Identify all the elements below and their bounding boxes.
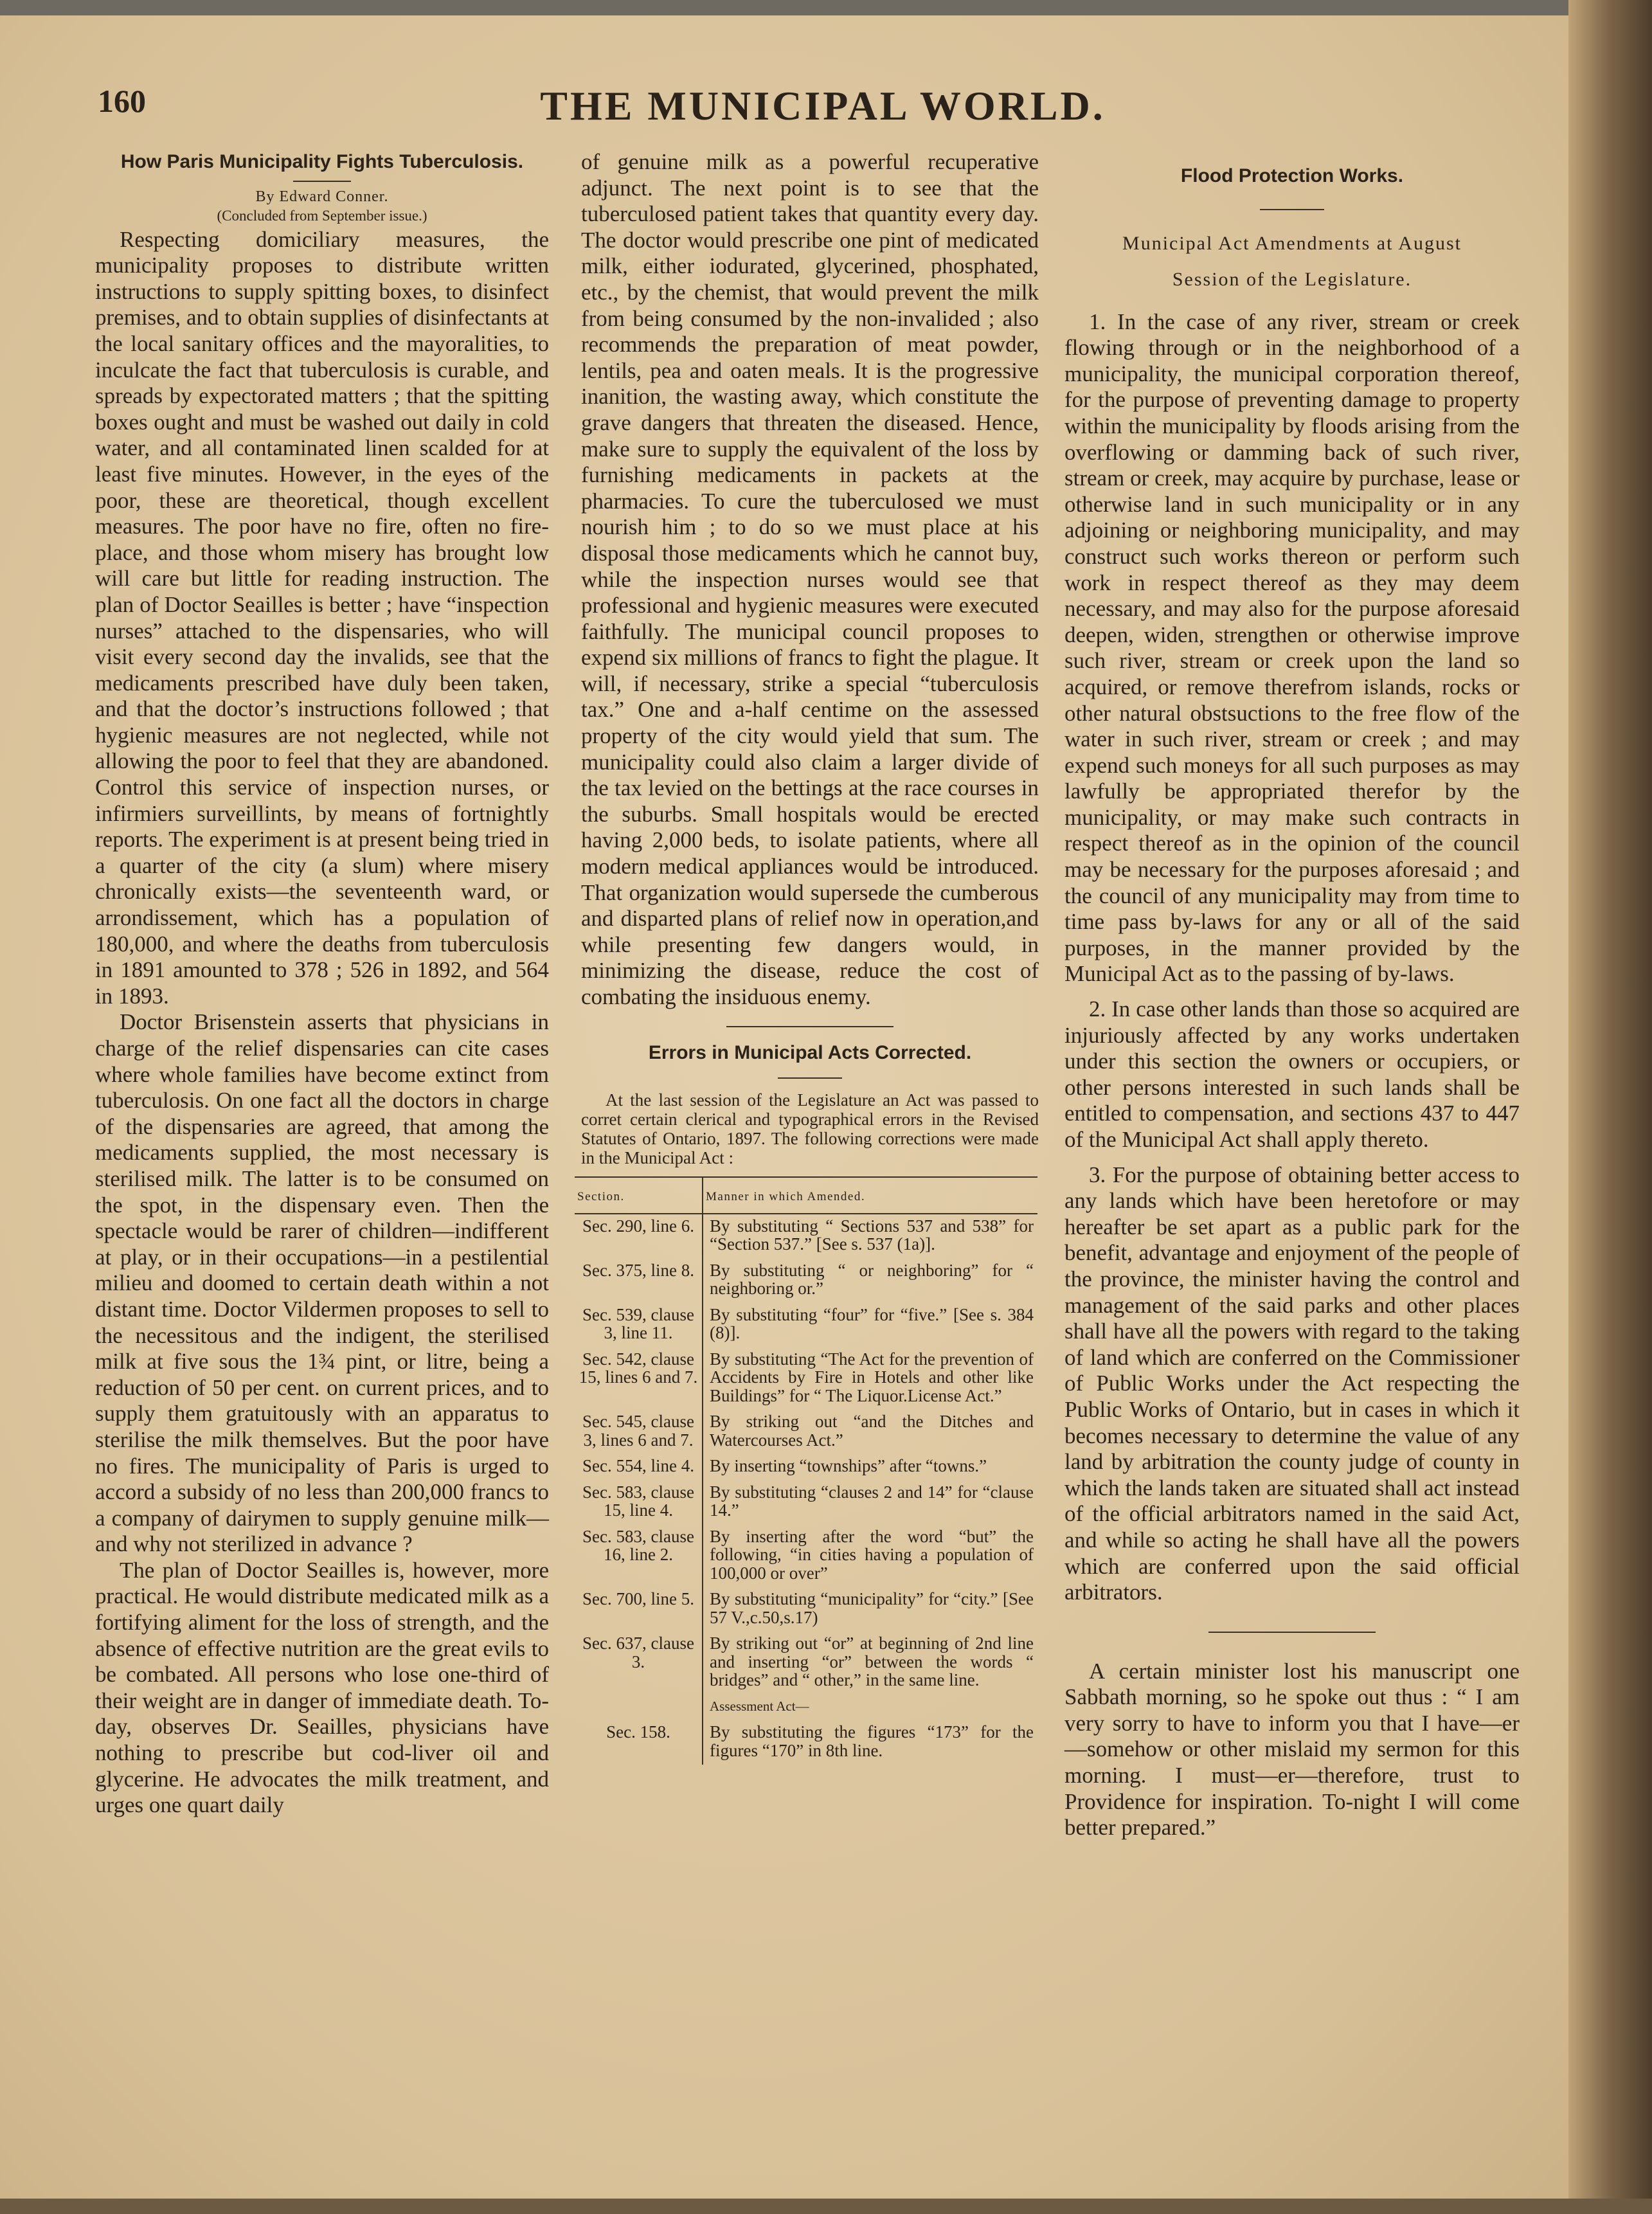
title-rule bbox=[293, 181, 351, 182]
table-header-section: Section. bbox=[575, 1177, 703, 1214]
amendment-cell: By inserting after the word “but” the following, “in cities having a population of 100,000 or over” bbox=[710, 1526, 1034, 1583]
table-row bbox=[575, 1480, 1037, 1525]
section-cell: Sec. 158. bbox=[575, 1720, 703, 1765]
anecdote-paragraph: A certain minister lost his manuscript one Sabbath morning, so he spoke out thus : “ I am very sorry to have to inform you that I have—er—somehow or other mislaid my sermon for this morning. I must—er—therefore, trust to Providence for inspiration. To-night I will come better prepared.” bbox=[1064, 1658, 1520, 1841]
table-row bbox=[575, 1525, 1037, 1588]
article-paragraph: 3. For the purpose of obtaining better access to any lands which have been heretofore or may hereafter be set apart as a public park for the benefit, advantage and enjoyment of the people of the province, the minister having the control and management of the said parks and other places shall have all the powers with regard to the taking of land which are conferred on the Commissioner of Public Works under the Act respecting the Public Works of Ontario, but in cases in which it becomes necessary to determine the value of any land by arbitration the county judge of county in which the lands taken are situated shall act instead of the official arbitrators named in the said Act, and while so acting he shall have all the powers which are conferred upon the said official arbitrators. bbox=[1064, 1162, 1520, 1605]
amendment-cell: By substituting “four” for “five.” [See s. 384 (8)]. bbox=[710, 1304, 1034, 1343]
section-cell: Sec. 554, line 4. bbox=[575, 1454, 703, 1480]
article-byline: By Edward Conner. bbox=[255, 188, 389, 205]
column-2 bbox=[577, 149, 1039, 1765]
section-cell: Sec. 375, line 8. bbox=[575, 1259, 703, 1303]
article-paragraph: 2. In case other lands than those so acquired are injuriously affected by any works undertaken under this section the owners or occupiers, or other persons interested in such lands shall be entitled to compensation, and sections 437 to 447 of the Municipal Act shall apply thereto. bbox=[1064, 996, 1520, 1152]
title-rule bbox=[778, 1077, 842, 1079]
amendment-cell: By substituting the figures “173” for the figures “170” in 8th line. bbox=[710, 1722, 1034, 1760]
table-row bbox=[575, 1214, 1037, 1259]
table-row bbox=[575, 1347, 1037, 1410]
page-number: 160 bbox=[98, 83, 146, 119]
amendment-cell: By striking out “or” at beginning of 2nd line and inserting “or” between the words “ bridges” and “ other,” in the same line. bbox=[710, 1634, 1034, 1690]
section-subtitle-line2: Session of the Legislature. bbox=[1172, 268, 1412, 290]
title-rule bbox=[1260, 209, 1324, 210]
section-cell: Sec. 583, clause 15, line 4. bbox=[575, 1480, 703, 1525]
amendment-cell: By substituting “municipality” for “city.” [See 57 V.,c.50,s.17) bbox=[710, 1589, 1034, 1627]
section-cell: Sec. 545, clause 3, lines 6 and 7. bbox=[575, 1410, 703, 1454]
table-row bbox=[575, 1632, 1037, 1695]
amendment-cell: By substituting “The Act for the prevention of Accidents by Fire in Hotels and other like Buildings” for “ The Liquor.License Act.” bbox=[710, 1349, 1034, 1405]
table-row bbox=[575, 1259, 1037, 1303]
errors-intro: At the last session of the Legislature an Act was passed to corret certain clerical and typographical errors in the Revised Statutes of Ontario, 1897. The following corrections were made in the Municipal Act : bbox=[581, 1090, 1039, 1168]
book-spine bbox=[1568, 0, 1652, 2214]
column-3 bbox=[1064, 149, 1520, 1841]
section-divider bbox=[726, 1026, 893, 1027]
section-divider bbox=[1208, 1632, 1376, 1633]
column-1 bbox=[95, 149, 549, 1819]
article-title-tuberculosis: How Paris Municipality Fights Tuberculosis. bbox=[120, 151, 524, 172]
article-title-flood: Flood Protection Works. bbox=[1180, 165, 1404, 186]
table-row bbox=[575, 1720, 1037, 1765]
article-paragraph: The plan of Doctor Seailles is, however, more practical. He would distribute medicated milk as a fortifying aliment for the loss of strength, and the absence of effective nutrition are the great evils to be combated. All persons who lose one-third of their weight are in danger of immediate death. To-day, observes Dr. Seailles, physicians have nothing to prescribe but cod-liver oil and glycerine. He advocates the milk treatment, and urges one quart daily bbox=[95, 1557, 549, 1818]
amendment-cell: By substituting “ or neighboring” for “ neighboring or.” bbox=[710, 1260, 1034, 1299]
article-continuation: of genuine milk as a powerful recuperative adjunct. The next point is to see that the tuberculosed patient takes that quantity every day. The doctor would prescribe one pint of medicated milk, either iodurated, glycerined, phosphated, etc., by the chemist, that would prevent the milk from being consumed by the non-invalided ; also recommends the preparation of meat powder, lentils, pea and oaten meals. It is the progressive inanition, the wasting away, which constitute the grave dangers that threaten the diseased. Hence, make sure to supply the equivalent of the loss by furnishing medicaments in packets at the pharmacies. To cure the tuberculosed we must nourish him ; to do so we must place at his disposal those medicaments which he cannot buy, while the inspection nurses would see that professional and hygienic measures were executed faithfully. The municipal council proposes to expend six millions of francs to fight the plague. It will, if necessary, strike a special “tuberculosis tax.” One and a-half centime on the assessed property of the city would yield that sum. The municipality could also claim a larger divide of the tax levied on the bettings at the race courses in the suburbs. Small hospitals would be erected having 2,000 beds, to isolate patients, where all modern medical appliances would be introduced. That organization would supersede the cumberous and disparted plans of relief now in operation,and while presenting few dangers would, in minimizing the disease, reduce the cost of combating the insiduous enemy. bbox=[581, 149, 1039, 1009]
section-subtitle-line1: Municipal Act Amendments at August bbox=[1122, 232, 1462, 254]
section-cell: Sec. 700, line 5. bbox=[575, 1587, 703, 1632]
table-row bbox=[575, 1410, 1037, 1454]
amendments-table bbox=[575, 1176, 1037, 1765]
article-paragraph: Respecting domiciliary measures, the municipality proposes to distribute written instructions to supply spitting boxes, to disinfect premises, and to obtain supplies of disinfectants at the local sanitary offices and the mayoralities, to inculcate the fact that tuberculosis is curable, and spreads by expectorated matters ; that the spitting boxes ought and must be washed out daily in cold water, and all contaminated linen scalded for at least five minutes. However, in the eyes of the poor, these are theoretical, though excellent measures. The poor have no fire, often no fire-place, and those whom misery has brought low will care but little for reading instruction. The plan of Doctor Seailles is better ; have “inspection nurses” attached to the dispensaries, who will visit every second day the invalids, see that the medicaments prescribed have duly been taken, and that the doctor’s instructions followed ; that hygienic measures are not neglected, while not allowing the poor to feel that they are abandoned. Control this service of inspection nurses, or infirmiers surveillints, by means of fortnightly reports. The experiment is at present being tried in a quarter of the city (a slum) where misery chronically exists—the seventeenth ward, or arrondissement, which has a population of 180,000, and where the deaths from tuberculosis in 1891 amounted to 378 ; 526 in 1892, and 564 in 1893. bbox=[95, 226, 549, 1009]
amendment-cell: By inserting “townships” after “towns.” bbox=[710, 1456, 987, 1476]
table-row bbox=[575, 1454, 1037, 1480]
amendment-cell: By substituting “clauses 2 and 14” for “clause 14.” bbox=[710, 1482, 1034, 1520]
table-row bbox=[575, 1587, 1037, 1632]
amendment-cell: By striking out “and the Ditches and Watercourses Act.” bbox=[710, 1412, 1034, 1450]
table-header-manner: Manner in which Amended. bbox=[703, 1177, 1037, 1214]
page-bottom-edge bbox=[0, 2199, 1652, 2214]
masthead-title: THE MUNICIPAL WORLD. bbox=[540, 83, 1106, 129]
section-cell: Sec. 542, clause 15, lines 6 and 7. bbox=[575, 1347, 703, 1410]
section-cell: Sec. 637, clause 3. bbox=[575, 1632, 703, 1695]
page-top-edge bbox=[0, 0, 1652, 15]
amendment-cell: By substituting “ Sections 537 and 538” for “Section 537.” [See s. 537 (1a)]. bbox=[710, 1216, 1034, 1254]
table-row bbox=[575, 1303, 1037, 1347]
concluded-note: (Concluded from September issue.) bbox=[217, 207, 427, 224]
section-cell: Sec. 290, line 6. bbox=[575, 1214, 703, 1259]
article-title-errors: Errors in Municipal Acts Corrected. bbox=[648, 1041, 972, 1063]
section-cell: Sec. 539, clause 3, line 11. bbox=[575, 1303, 703, 1347]
article-paragraph: Doctor Brisenstein asserts that physicians in charge of the relief dispensaries can cite cases where whole families have become extinct from tuberculosis. On one fact all the doctors in charge of the dispensaries are agreed, that among the medicaments supplied, the most necessary is sterilised milk. The latter is to be consumed on the spot, in the dispensary even. Then the spectacle would be rarer of children—indifferent at play, or in their occupations—in a pestilential milieu and doomed to certain death within a not distant time. Doctor Vildermen proposes to sell to the necessitous and the indigent, the sterilised milk at five sous the 1¾ pint, or litre, being a reduction of 50 per cent. on current prices, and to supply them gratuitously with an apparatus to sterilise the milk themselves. But the poor have no fires. The municipality of Paris is urged to accord a subsidy of no less than 200,000 francs to a company of dairymen to supply genuine milk—and why not sterilized in advance ? bbox=[95, 1009, 549, 1557]
table-subheading-row bbox=[575, 1695, 1037, 1721]
article-paragraph: 1. In the case of any river, stream or creek flowing through or in the neighborhood of a municipality, the municipal corporation thereof, for the purpose of preventing damage to property within the municipality by floods arising from the overflowing or damming back of such river, stream or creek, may acquire by purchase, lease or otherwise land in such municipality or in any adjoining or neighboring municipality, and may construct such works thereon or perform such work in respect thereof as they may deem necessary, and may also for the purpose aforesaid deepen, widen, strengthen or otherwise improve such river, stream or creek upon the land so acquired, or remove therefrom islands, rocks or other natural obstsuctions to the free flow of the water in such river, stream or creek ; and may expend such moneys for all such purposes as may lawfully be appropriated therefor by the municipality, or may make such contracts in respect thereof as in the opinion of the council may be necessary for the purposes aforesaid ; and the council of any municipality may from time to time pass by-laws for any or all of the said purposes, in the manner provided by the Municipal Act as to the passing of by-laws. bbox=[1064, 309, 1520, 987]
section-cell: Sec. 583, clause 16, line 2. bbox=[575, 1525, 703, 1588]
assessment-act-subheading: Assessment Act— bbox=[710, 1698, 809, 1714]
